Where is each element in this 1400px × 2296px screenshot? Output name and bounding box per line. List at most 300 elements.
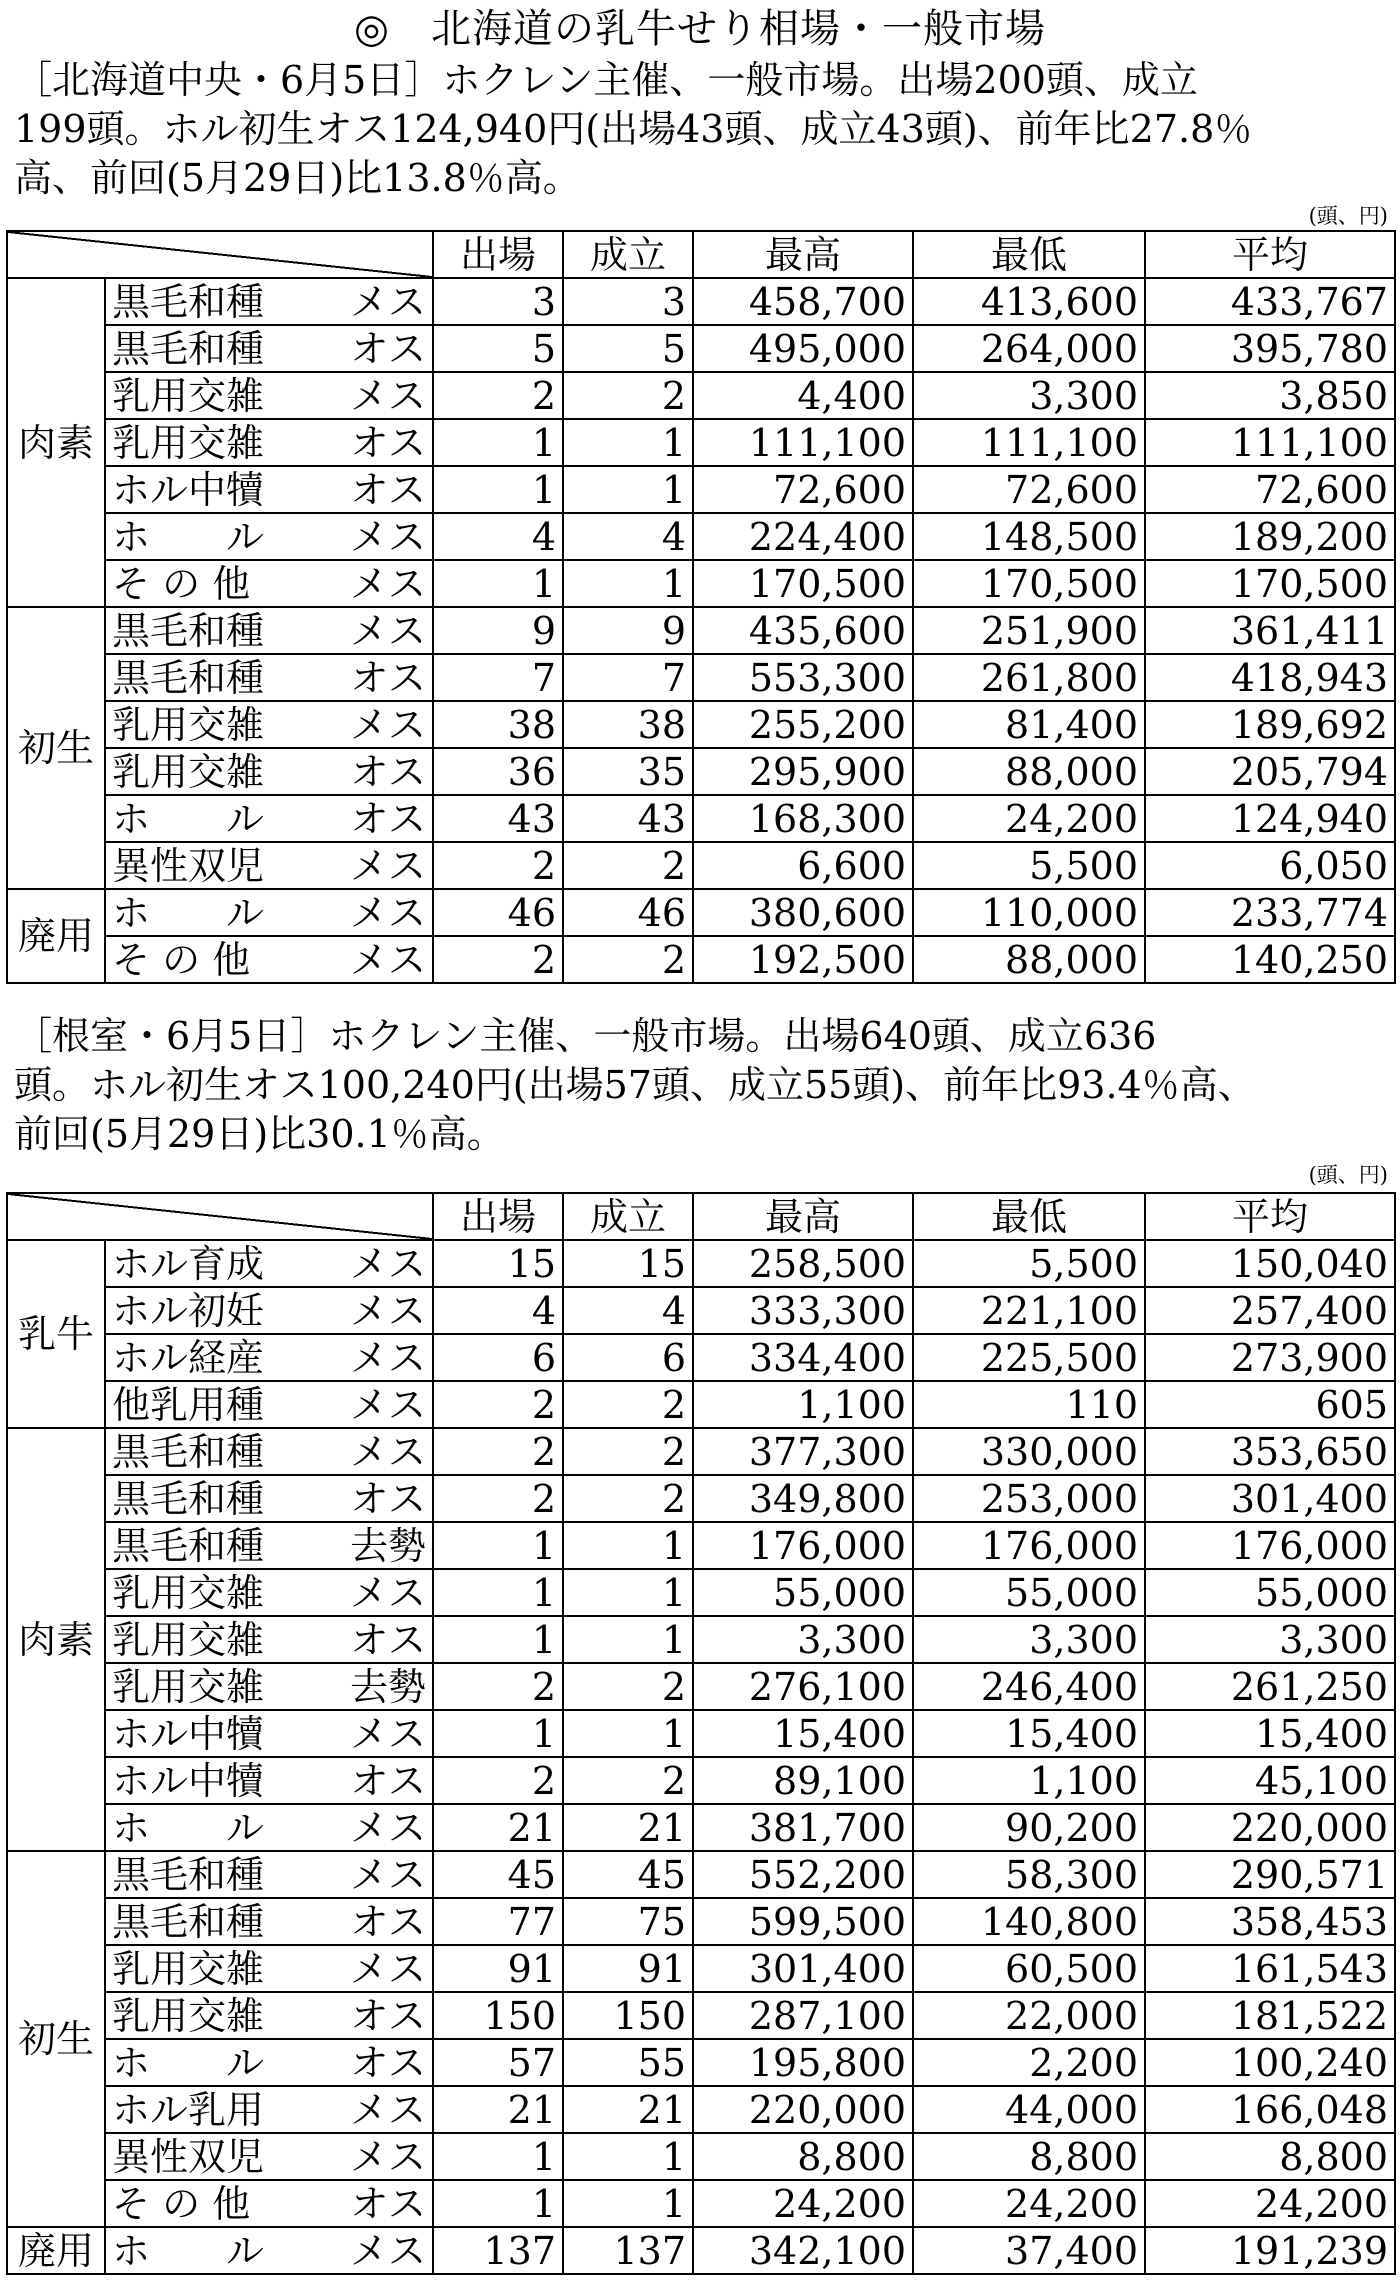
max-price-cell: 381,700 <box>693 1804 913 1851</box>
min-price-cell: 88,000 <box>913 748 1145 795</box>
breed-label: 異性双児 <box>112 2134 265 2179</box>
breed-label: 黒毛和種 <box>112 655 265 700</box>
max-price-cell: 55,000 <box>693 1569 913 1616</box>
sex-label: 去勢 <box>349 1523 426 1568</box>
table-row <box>7 748 1395 795</box>
head-count-cell: 1 <box>433 1522 563 1569</box>
table-row <box>7 2180 1395 2227</box>
max-price-cell: 3,300 <box>693 1616 913 1663</box>
group-label: 初生 <box>7 607 105 889</box>
min-price-cell: 90,200 <box>913 1804 1145 1851</box>
min-price-cell: 88,000 <box>913 936 1145 983</box>
header-cell: 出場 <box>433 231 563 278</box>
breed-label: ホル育成 <box>112 1241 265 1286</box>
breed-label: 黒毛和種 <box>112 1852 265 1897</box>
sold-count-cell: 2 <box>563 936 693 983</box>
sold-count-cell: 75 <box>563 1898 693 1945</box>
head-count-cell: 21 <box>433 2086 563 2133</box>
head-count-cell: 2 <box>433 842 563 889</box>
sold-count-cell: 1 <box>563 2133 693 2180</box>
header-corner <box>7 231 433 278</box>
avg-price-cell: 111,100 <box>1145 419 1395 466</box>
max-price-cell: 255,200 <box>693 701 913 748</box>
avg-price-cell: 261,250 <box>1145 1663 1395 1710</box>
breed-cell <box>105 607 433 654</box>
avg-price-cell: 8,800 <box>1145 2133 1395 2180</box>
avg-price-cell: 24,200 <box>1145 2180 1395 2227</box>
breed-label: ホ ル <box>112 1805 265 1850</box>
head-count-cell: 57 <box>433 2039 563 2086</box>
avg-price-cell: 55,000 <box>1145 1569 1395 1616</box>
summary-line: ［根室・6月5日］ホクレン主催、一般市場。出場640頭、成立636 <box>14 1014 1157 1058</box>
breed-cell <box>105 1240 433 1287</box>
head-count-cell: 1 <box>433 1616 563 1663</box>
table-row <box>7 1428 1395 1475</box>
head-count-cell: 46 <box>433 889 563 936</box>
header-cell: 成立 <box>563 231 693 278</box>
max-price-cell: 8,800 <box>693 2133 913 2180</box>
group-label: 初生 <box>7 1851 105 2227</box>
header-cell: 出場 <box>433 1193 563 1240</box>
head-count-cell: 1 <box>433 2133 563 2180</box>
min-price-cell: 413,600 <box>913 278 1145 325</box>
sex-label: 去勢 <box>349 1664 426 1709</box>
breed-label: 他乳用種 <box>112 1382 265 1427</box>
head-count-cell: 3 <box>433 278 563 325</box>
sold-count-cell: 1 <box>563 1522 693 1569</box>
breed-cell <box>105 1616 433 1663</box>
sold-count-cell: 2 <box>563 1381 693 1428</box>
breed-cell <box>105 1522 433 1569</box>
avg-price-cell: 433,767 <box>1145 278 1395 325</box>
table-row <box>7 1334 1395 1381</box>
avg-price-cell: 100,240 <box>1145 2039 1395 2086</box>
max-price-cell: 170,500 <box>693 560 913 607</box>
head-count-cell: 38 <box>433 701 563 748</box>
max-price-cell: 553,300 <box>693 654 913 701</box>
head-count-cell: 7 <box>433 654 563 701</box>
breed-cell <box>105 1945 433 1992</box>
sold-count-cell: 46 <box>563 889 693 936</box>
sold-count-cell: 35 <box>563 748 693 795</box>
sex-label: メス <box>349 279 426 324</box>
avg-price-cell: 358,453 <box>1145 1898 1395 1945</box>
avg-price-cell: 6,050 <box>1145 842 1395 889</box>
head-count-cell: 150 <box>433 1992 563 2039</box>
sex-label: メス <box>349 2134 426 2179</box>
sold-count-cell: 43 <box>563 795 693 842</box>
table-row <box>7 2227 1395 2274</box>
table-row <box>7 1757 1395 1804</box>
breed-label: そ の 他 <box>112 937 251 982</box>
max-price-cell: 295,900 <box>693 748 913 795</box>
table-row <box>7 1898 1395 1945</box>
sex-label: オス <box>350 1993 426 2038</box>
avg-price-cell: 166,048 <box>1145 2086 1395 2133</box>
breed-cell <box>105 701 433 748</box>
breed-label: 乳用交雑 <box>112 1946 265 1991</box>
header-cell: 最高 <box>693 1193 913 1240</box>
section1-price-table <box>6 230 1396 984</box>
min-price-cell: 60,500 <box>913 1945 1145 1992</box>
table-row <box>7 1945 1395 1992</box>
sex-label: オス <box>350 796 426 841</box>
min-price-cell: 264,000 <box>913 325 1145 372</box>
avg-price-cell: 395,780 <box>1145 325 1395 372</box>
min-price-cell: 3,300 <box>913 1616 1145 1663</box>
sex-label: メス <box>349 702 426 747</box>
avg-price-cell: 220,000 <box>1145 1804 1395 1851</box>
min-price-cell: 3,300 <box>913 372 1145 419</box>
avg-price-cell: 418,943 <box>1145 654 1395 701</box>
max-price-cell: 176,000 <box>693 1522 913 1569</box>
breed-cell <box>105 748 433 795</box>
breed-label: 黒毛和種 <box>112 279 265 324</box>
header-corner <box>7 1193 433 1240</box>
sex-label: オス <box>350 420 426 465</box>
min-price-cell: 251,900 <box>913 607 1145 654</box>
sex-label: オス <box>350 655 426 700</box>
breed-label: 乳用交雑 <box>112 1617 265 1662</box>
table-row <box>7 1475 1395 1522</box>
min-price-cell: 58,300 <box>913 1851 1145 1898</box>
breed-label: 黒毛和種 <box>112 326 265 371</box>
max-price-cell: 333,300 <box>693 1287 913 1334</box>
avg-price-cell: 181,522 <box>1145 1992 1395 2039</box>
sold-count-cell: 3 <box>563 278 693 325</box>
sex-label: メス <box>349 1852 426 1897</box>
min-price-cell: 170,500 <box>913 560 1145 607</box>
table-row <box>7 419 1395 466</box>
breed-label: ホル初妊 <box>112 1288 265 1333</box>
breed-label: そ の 他 <box>112 2181 251 2226</box>
table-row <box>7 654 1395 701</box>
max-price-cell: 599,500 <box>693 1898 913 1945</box>
sex-label: オス <box>350 326 426 371</box>
table-row <box>7 560 1395 607</box>
max-price-cell: 334,400 <box>693 1334 913 1381</box>
section1-summary <box>14 56 1394 203</box>
header-cell: 最低 <box>913 231 1145 278</box>
table-row <box>7 1663 1395 1710</box>
max-price-cell: 15,400 <box>693 1710 913 1757</box>
breed-label: 乳用交雑 <box>112 749 265 794</box>
table-row <box>7 278 1395 325</box>
sex-label: オス <box>350 2181 426 2226</box>
sold-count-cell: 4 <box>563 513 693 560</box>
summary-line: 前回(5月29日)比30.1％高。 <box>14 1112 505 1156</box>
table-row <box>7 1804 1395 1851</box>
breed-label: 乳用交雑 <box>112 373 265 418</box>
sex-label: メス <box>349 1335 426 1380</box>
breed-cell <box>105 2133 433 2180</box>
min-price-cell: 110 <box>913 1381 1145 1428</box>
breed-label: ホル中犢 <box>112 1758 265 1803</box>
max-price-cell: 224,400 <box>693 513 913 560</box>
breed-label: 黒毛和種 <box>112 1899 265 1944</box>
max-price-cell: 458,700 <box>693 278 913 325</box>
min-price-cell: 221,100 <box>913 1287 1145 1334</box>
group-label: 乳牛 <box>7 1240 105 1428</box>
avg-price-cell: 273,900 <box>1145 1334 1395 1381</box>
min-price-cell: 55,000 <box>913 1569 1145 1616</box>
table-row <box>7 1710 1395 1757</box>
min-price-cell: 148,500 <box>913 513 1145 560</box>
sold-count-cell: 38 <box>563 701 693 748</box>
table-row <box>7 607 1395 654</box>
breed-cell <box>105 372 433 419</box>
avg-price-cell: 301,400 <box>1145 1475 1395 1522</box>
breed-cell <box>105 2227 433 2274</box>
breed-cell <box>105 1428 433 1475</box>
min-price-cell: 37,400 <box>913 2227 1145 2274</box>
sold-count-cell: 1 <box>563 1710 693 1757</box>
avg-price-cell: 170,500 <box>1145 560 1395 607</box>
breed-label: 黒毛和種 <box>112 1523 265 1568</box>
breed-cell <box>105 1898 433 1945</box>
min-price-cell: 15,400 <box>913 1710 1145 1757</box>
table-header-row <box>7 1193 1395 1240</box>
head-count-cell: 1 <box>433 2180 563 2227</box>
sold-count-cell: 150 <box>563 1992 693 2039</box>
max-price-cell: 495,000 <box>693 325 913 372</box>
breed-label: ホ ル <box>112 2228 265 2273</box>
avg-price-cell: 233,774 <box>1145 889 1395 936</box>
head-count-cell: 2 <box>433 1381 563 1428</box>
sold-count-cell: 1 <box>563 1616 693 1663</box>
max-price-cell: 380,600 <box>693 889 913 936</box>
min-price-cell: 176,000 <box>913 1522 1145 1569</box>
breed-label: ホル乳用 <box>112 2087 265 2132</box>
header-cell: 最高 <box>693 231 913 278</box>
breed-label: ホル経産 <box>112 1335 265 1380</box>
min-price-cell: 2,200 <box>913 2039 1145 2086</box>
breed-cell <box>105 278 433 325</box>
avg-price-cell: 15,400 <box>1145 1710 1395 1757</box>
min-price-cell: 5,500 <box>913 1240 1145 1287</box>
breed-cell <box>105 1475 433 1522</box>
head-count-cell: 36 <box>433 748 563 795</box>
min-price-cell: 140,800 <box>913 1898 1145 1945</box>
breed-label: 乳用交雑 <box>112 1570 265 1615</box>
avg-price-cell: 361,411 <box>1145 607 1395 654</box>
avg-price-cell: 353,650 <box>1145 1428 1395 1475</box>
avg-price-cell: 72,600 <box>1145 466 1395 513</box>
sex-label: メス <box>349 1429 426 1474</box>
max-price-cell: 6,600 <box>693 842 913 889</box>
breed-cell <box>105 1804 433 1851</box>
table-row <box>7 1381 1395 1428</box>
sold-count-cell: 2 <box>563 842 693 889</box>
min-price-cell: 330,000 <box>913 1428 1145 1475</box>
table-row <box>7 2039 1395 2086</box>
head-count-cell: 4 <box>433 1287 563 1334</box>
breed-cell <box>105 1992 433 2039</box>
breed-cell <box>105 1381 433 1428</box>
table-row <box>7 1992 1395 2039</box>
breed-cell <box>105 936 433 983</box>
breed-cell <box>105 889 433 936</box>
avg-price-cell: 189,200 <box>1145 513 1395 560</box>
head-count-cell: 2 <box>433 1475 563 1522</box>
breed-cell <box>105 795 433 842</box>
min-price-cell: 225,500 <box>913 1334 1145 1381</box>
avg-price-cell: 3,300 <box>1145 1616 1395 1663</box>
sold-count-cell: 137 <box>563 2227 693 2274</box>
table-header-row <box>7 231 1395 278</box>
min-price-cell: 253,000 <box>913 1475 1145 1522</box>
table-row <box>7 936 1395 983</box>
breed-cell <box>105 2039 433 2086</box>
max-price-cell: 276,100 <box>693 1663 913 1710</box>
sold-count-cell: 9 <box>563 607 693 654</box>
sold-count-cell: 1 <box>563 466 693 513</box>
breed-cell <box>105 466 433 513</box>
head-count-cell: 1 <box>433 466 563 513</box>
avg-price-cell: 124,940 <box>1145 795 1395 842</box>
table-row <box>7 889 1395 936</box>
sex-label: メス <box>349 514 426 559</box>
sold-count-cell: 2 <box>563 1663 693 1710</box>
min-price-cell: 1,100 <box>913 1757 1145 1804</box>
group-label: 廃用 <box>7 2227 105 2274</box>
sold-count-cell: 2 <box>563 372 693 419</box>
min-price-cell: 111,100 <box>913 419 1145 466</box>
sex-label: メス <box>349 561 426 606</box>
head-count-cell: 2 <box>433 372 563 419</box>
breed-cell <box>105 419 433 466</box>
breed-cell <box>105 560 433 607</box>
min-price-cell: 5,500 <box>913 842 1145 889</box>
head-count-cell: 4 <box>433 513 563 560</box>
max-price-cell: 349,800 <box>693 1475 913 1522</box>
breed-label: 乳用交雑 <box>112 702 265 747</box>
max-price-cell: 1,100 <box>693 1381 913 1428</box>
max-price-cell: 258,500 <box>693 1240 913 1287</box>
head-count-cell: 5 <box>433 325 563 372</box>
breed-cell <box>105 2180 433 2227</box>
head-count-cell: 2 <box>433 1428 563 1475</box>
summary-line: 高、前回(5月29日)比13.8％高。 <box>14 156 581 200</box>
sex-label: オス <box>350 2040 426 2085</box>
breed-label: ホ ル <box>112 514 265 559</box>
sold-count-cell: 1 <box>563 2180 693 2227</box>
max-price-cell: 195,800 <box>693 2039 913 2086</box>
breed-cell <box>105 1757 433 1804</box>
breed-label: ホ ル <box>112 890 265 935</box>
table-row <box>7 1616 1395 1663</box>
group-label: 廃用 <box>7 889 105 983</box>
breed-cell <box>105 1334 433 1381</box>
sex-label: メス <box>349 1288 426 1333</box>
sex-label: オス <box>350 749 426 794</box>
header-cell: 平均 <box>1145 1193 1395 1240</box>
max-price-cell: 377,300 <box>693 1428 913 1475</box>
max-price-cell: 89,100 <box>693 1757 913 1804</box>
avg-price-cell: 3,850 <box>1145 372 1395 419</box>
head-count-cell: 137 <box>433 2227 563 2274</box>
head-count-cell: 9 <box>433 607 563 654</box>
sex-label: メス <box>349 937 426 982</box>
avg-price-cell: 176,000 <box>1145 1522 1395 1569</box>
sold-count-cell: 4 <box>563 1287 693 1334</box>
breed-label: 異性双児 <box>112 843 265 888</box>
sex-label: メス <box>349 2087 426 2132</box>
head-count-cell: 1 <box>433 560 563 607</box>
sex-label: メス <box>349 2228 426 2273</box>
max-price-cell: 4,400 <box>693 372 913 419</box>
min-price-cell: 24,200 <box>913 795 1145 842</box>
breed-label: 乳用交雑 <box>112 1993 265 2038</box>
breed-label: ホ ル <box>112 796 265 841</box>
sex-label: オス <box>350 1899 426 1944</box>
sold-count-cell: 45 <box>563 1851 693 1898</box>
breed-label: 乳用交雑 <box>112 420 265 465</box>
table-row <box>7 795 1395 842</box>
max-price-cell: 301,400 <box>693 1945 913 1992</box>
min-price-cell: 110,000 <box>913 889 1145 936</box>
section2-summary <box>14 1012 1394 1159</box>
avg-price-cell: 189,692 <box>1145 701 1395 748</box>
min-price-cell: 72,600 <box>913 466 1145 513</box>
section2-unit-note: (頭、円) <box>1308 1163 1388 1187</box>
sold-count-cell: 2 <box>563 1757 693 1804</box>
max-price-cell: 552,200 <box>693 1851 913 1898</box>
head-count-cell: 2 <box>433 1757 563 1804</box>
sex-label: メス <box>349 1570 426 1615</box>
head-count-cell: 45 <box>433 1851 563 1898</box>
breed-label: 黒毛和種 <box>112 608 265 653</box>
head-count-cell: 1 <box>433 1710 563 1757</box>
table-row <box>7 701 1395 748</box>
sex-label: メス <box>349 1805 426 1850</box>
sex-label: オス <box>350 1758 426 1803</box>
breed-cell <box>105 513 433 560</box>
avg-price-cell: 205,794 <box>1145 748 1395 795</box>
sex-label: メス <box>349 373 426 418</box>
summary-line: 頭。ホル初生オス100,240円(出場57頭、成立55頭)、前年比93.4％高、 <box>14 1063 1256 1107</box>
table-row <box>7 1851 1395 1898</box>
sold-count-cell: 2 <box>563 1428 693 1475</box>
max-price-cell: 72,600 <box>693 466 913 513</box>
sold-count-cell: 91 <box>563 1945 693 1992</box>
min-price-cell: 44,000 <box>913 2086 1145 2133</box>
table-row <box>7 1522 1395 1569</box>
sold-count-cell: 2 <box>563 1475 693 1522</box>
table-row <box>7 372 1395 419</box>
avg-price-cell: 290,571 <box>1145 1851 1395 1898</box>
min-price-cell: 8,800 <box>913 2133 1145 2180</box>
breed-label: 黒毛和種 <box>112 1476 265 1521</box>
max-price-cell: 342,100 <box>693 2227 913 2274</box>
breed-label: 黒毛和種 <box>112 1429 265 1474</box>
head-count-cell: 15 <box>433 1240 563 1287</box>
head-count-cell: 2 <box>433 936 563 983</box>
head-count-cell: 1 <box>433 419 563 466</box>
head-count-cell: 1 <box>433 1569 563 1616</box>
sex-label: オス <box>350 1476 426 1521</box>
min-price-cell: 246,400 <box>913 1663 1145 1710</box>
breed-label: そ の 他 <box>112 561 251 606</box>
table-row <box>7 1240 1395 1287</box>
sex-label: メス <box>349 1241 426 1286</box>
head-count-cell: 21 <box>433 1804 563 1851</box>
breed-cell <box>105 654 433 701</box>
breed-cell <box>105 2086 433 2133</box>
table-row <box>7 842 1395 889</box>
avg-price-cell: 140,250 <box>1145 936 1395 983</box>
table-row <box>7 2086 1395 2133</box>
